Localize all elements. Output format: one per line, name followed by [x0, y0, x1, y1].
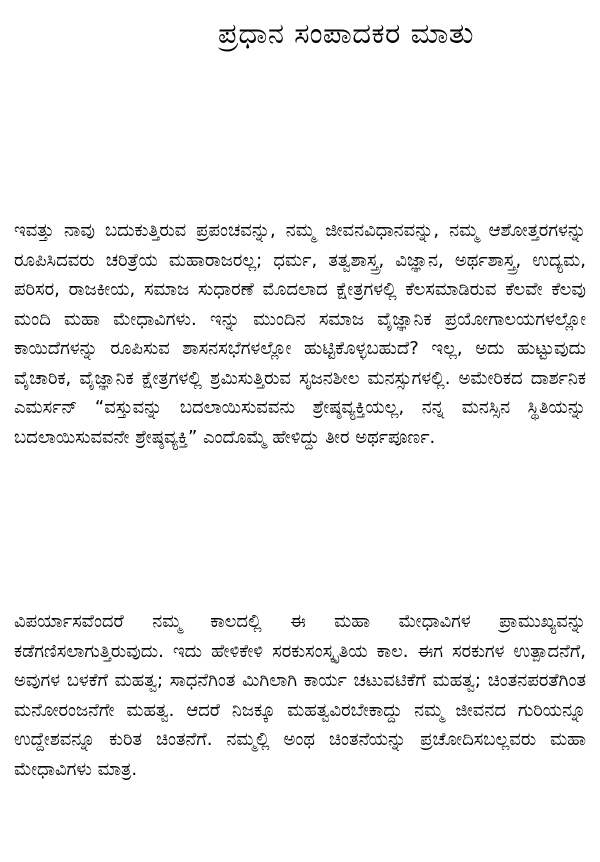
body-paragraph: ಇವತ್ತು ನಾವು ಬದುಕುತ್ತಿರುವ ಪ್ರಪಂಚವನ್ನು, ನಮ್ಮ ಜೀವನವಿಧಾನವನ್ನು, ನಮ್ಮ ಆಶೋತ್ತರಗಳನ್ನು ರೂಪಿಸಿದವರು ಚರಿತ್ರೆಯ ಮಹಾರಾಜರಲ್ಲ; ಧರ್ಮ, ತತ್ವಶಾಸ್ತ್ರ, ವಿಜ್ಞಾನ, ಅರ್ಥಶಾಸ್ತ್ರ, ಉದ್ಯಮ, ಪರಿಸರ, ರಾಜಕೀಯ, ಸಮಾಜ ಸುಧಾರಣೆ ಮೊದಲಾದ ಕ್ಷೇತ್ರಗಳಲ್ಲಿ ಕೆಲಸಮಾಡಿರುವ ಕೆಲವೇ ಕೆಲವು ಮಂದಿ ಮಹಾ ಮೇಧಾವಿಗಳು. ಇನ್ನು ಮುಂದಿನ ಸಮಾಜ ವೈಜ್ಞಾನಿಕ ಪ್ರಯೋಗಾಲಯಗಳಲ್ಲೋ ಕಾಯಿದೆಗಳನ್ನು ರೂಪಿಸುವ ಶಾಸನಸಭೆಗಳಲ್ಲೋ ಹುಟ್ಟಿಕೊಳ್ಳಬಹುದೆ? ಇಲ್ಲ, ಅದು ಹುಟ್ಟುವುದು ವೈಚಾರಿಕ, ವೈಜ್ಞಾನಿಕ ಕ್ಷೇತ್ರಗಳಲ್ಲಿ ಶ್ರಮಿಸುತ್ತಿರುವ ಸೃಜನಶೀಲ ಮನಸ್ಸುಗಳಲ್ಲಿ. ಅಮೇರಿಕದ ದಾರ್ಶನಿಕ ಎಮರ್ಸನ್ “ವಸ್ತುವನ್ನು ಬದಲಾಯಿಸುವವನು ಶ್ರೇಷ್ಠವ್ಯಕ್ತಿಯಲ್ಲ, ನನ್ನ ಮನಸ್ಸಿನ ಸ್ಥಿತಿಯನ್ನು ಬದಲಾಯಿಸುವವನೇ ಶ್ರೇಷ್ಠವ್ಯಕ್ತಿ” ಎಂದೊಮ್ಮೆ ಹೇಳಿದ್ದು ತೀರ ಅರ್ಥಪೂರ್ಣ.	[14, 220, 586, 448]
body-paragraph: ವಿಪರ್ಯಾಸವೆಂದರೆ ನಮ್ಮ ಕಾಲದಲ್ಲಿ ಈ ಮಹಾ ಮೇಧಾವಿಗಳ ಪ್ರಾಮುಖ್ಯವನ್ನು ಕಡೆಗಣಿಸಲಾಗುತ್ತಿರುವುದು. ಇದು ಹೇಳಿಕೇಳಿ ಸರಕುಸಂಸ್ಕೃತಿಯ ಕಾಲ. ಈಗ ಸರಕುಗಳ ಉತ್ಪಾದನೆಗೆ, ಅವುಗಳ ಬಳಕೆಗೆ ಮಹತ್ವ; ಸಾಧನೆಗಿಂತ ಮಿಗಿಲಾಗಿ ಕಾರ್ಯ ಚಟುವಟಿಕೆಗೆ ಮಹತ್ವ; ಚಿಂತನಪರತೆಗಿಂತ ಮನೋರಂಜನೆಗೇ ಮಹತ್ವ. ಆದರೆ ನಿಜಕ್ಕೂ ಮಹತ್ವವಿರಬೇಕಾದ್ದು ನಮ್ಮ ಜೀವನದ ಗುರಿಯನ್ನೂ ಉದ್ದೇಶವನ್ನೂ ಕುರಿತ ಚಿಂತನೆಗೆ. ನಮ್ಮಲ್ಲಿ ಅಂಥ ಚಿಂತನೆಯನ್ನು ಪ್ರಚೋದಿಸಬಲ್ಲವರು ಮಹಾ ಮೇಧಾವಿಗಳು ಮಾತ್ರ.	[14, 611, 586, 780]
page-title: ಪ್ರಧಾನ ಸಂಪಾದಕರ ಮಾತು	[218, 16, 475, 50]
